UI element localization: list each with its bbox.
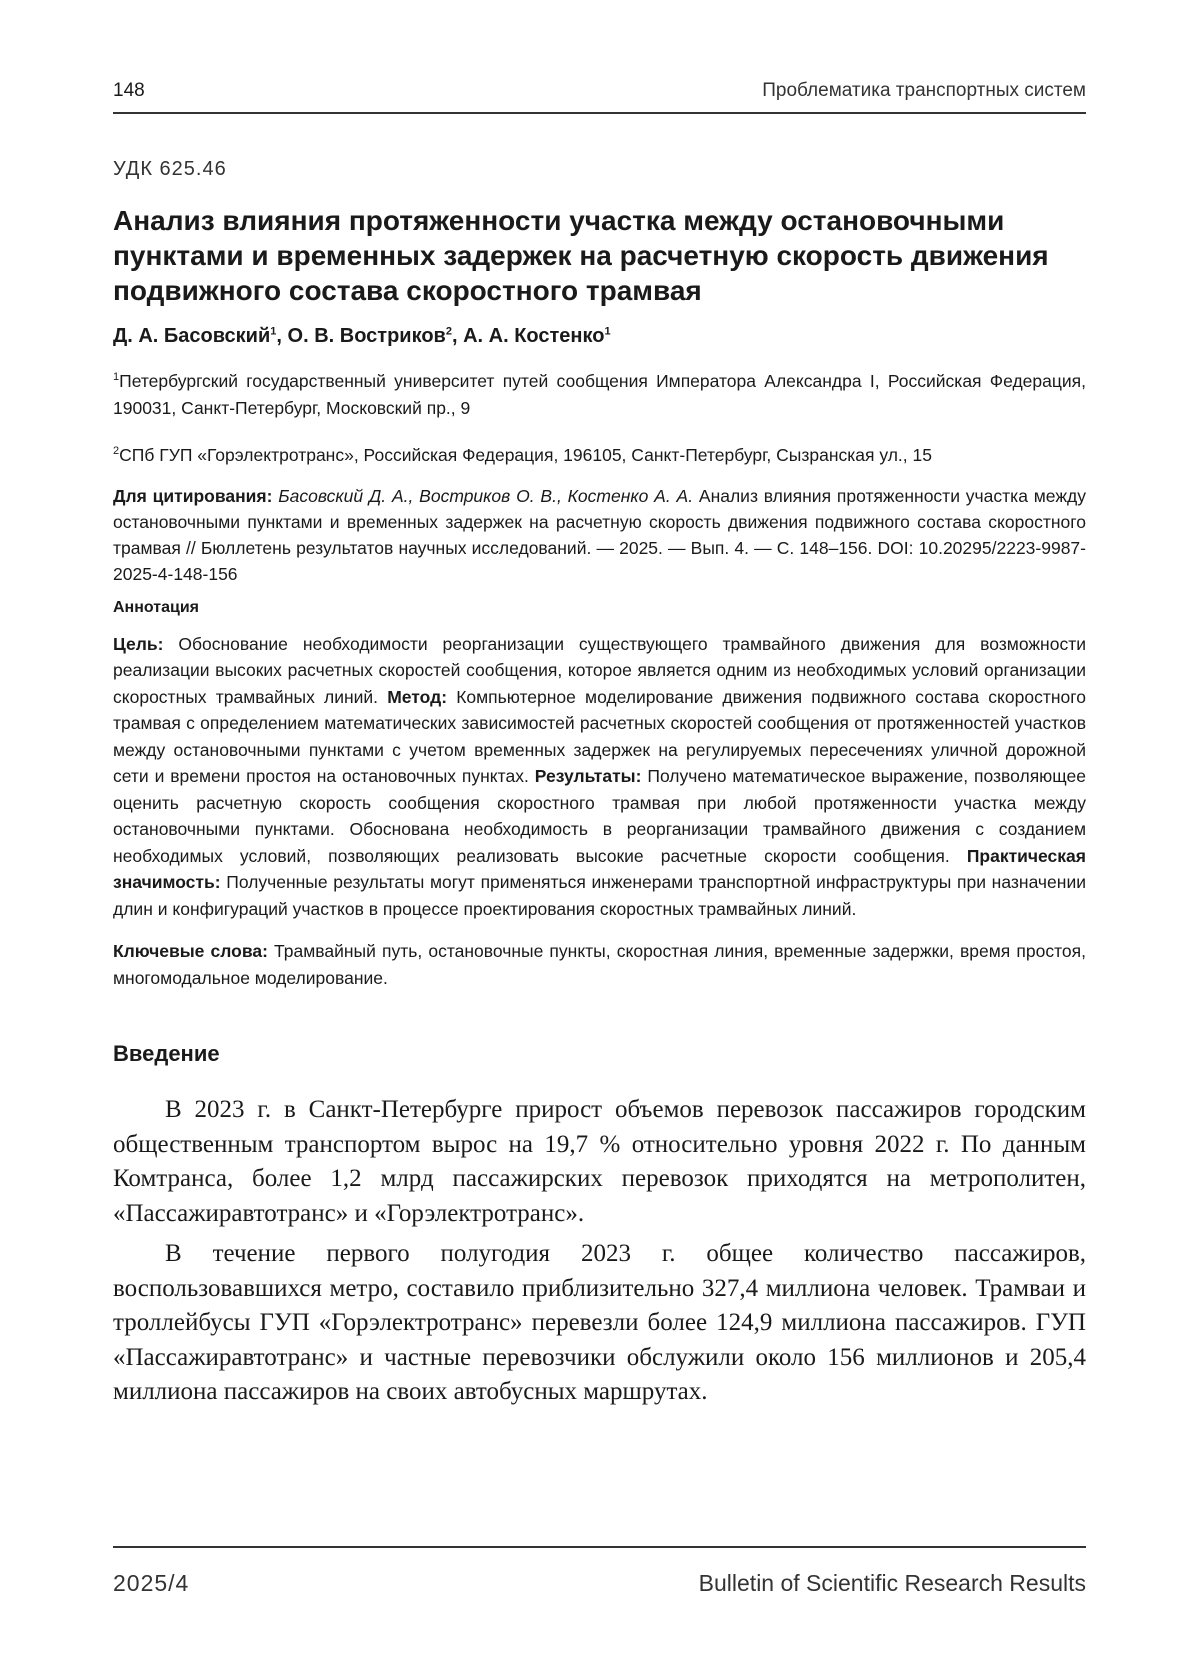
abstract-text: Обоснование необходимости реорганизации существующего трамвайного движения для возможности реализации высоких расчетных скоростей сообщения, которое является одним из необходимых условий организации скоростных трамвайных линий. xyxy=(113,633,1086,707)
affiliation-mark: 1 xyxy=(113,371,120,383)
citation-text: Анализ влияния протяженности участка между остановочными пунктами и временных задержек на расчетную скорость движения подвижного состава скоростного трамвая // Бюллетень результатов научных исследований. — 2025. — Вып. 4. — С. 148–156. DOI: 10.20295/2223-9987-2025-4-148-156 xyxy=(113,485,1086,584)
keywords-label: Ключевые слова: xyxy=(113,941,268,962)
running-title: Проблематика транспортных систем xyxy=(762,80,1086,101)
author-separator: , xyxy=(451,325,464,347)
annotation-heading: Аннотация xyxy=(113,598,199,616)
journal-name: Bulletin of Scientific Research Results xyxy=(698,1570,1086,1596)
abstract-text: Полученные результаты могут применяться инженерами транспортной инфраструктуры при назначении длин и конфигураций участков в процессе проектирования скоростных трамвайных линий. xyxy=(113,872,1086,919)
author-name: Д. А. Басовский xyxy=(113,325,271,347)
affiliation-text: Петербургский государственный университет путей сообщения Императора Александра I, Российская Федерация, 190031, Санкт-Петербург, Московский пр., 9 xyxy=(113,370,1086,418)
author-separator: , xyxy=(276,325,288,347)
abstract-label: Результаты: xyxy=(534,766,642,787)
citation-authors: Басовский Д. А., Востриков О. В., Костенко А. А. xyxy=(278,485,694,506)
author-name: А. А. Костенко xyxy=(463,325,605,347)
udc-code: УДК 625.46 xyxy=(113,158,227,180)
author-name: О. В. Востриков xyxy=(287,325,446,347)
article-title: Анализ влияния протяженности участка между остановочными пунктами и временных задержек на расчетную скорость движения подвижного состава скоростного трамвая xyxy=(113,205,1049,306)
issue-number: 2025/4 xyxy=(113,1570,190,1596)
author-affiliation-mark: 1 xyxy=(270,325,277,338)
author-affiliation-mark: 2 xyxy=(445,325,452,338)
body-paragraph: В 2023 г. в Санкт-Петербурге прирост объемов перевозок пассажиров городским общественным транспортом вырос на 19,7 % относительно уровня 2022 г. По данным Комтранса, более 1,2 млрд пассажирских перевозок приходятся на метрополитен, «Пассажиравтотранс» и «Горэлектротранс». xyxy=(113,1096,1086,1227)
citation-label: Для цитирования: xyxy=(113,485,273,506)
page-header xyxy=(113,76,1086,114)
abstract xyxy=(113,631,1086,923)
body-paragraph: В течение первого полугодия 2023 г. общее количество пассажиров, воспользовавшихся метро, составило приблизительно 327,4 миллиона человек. Трамваи и троллейбусы ГУП «Горэлектротранс» перевезли более 124,9 миллиона пассажиров. ГУП «Пассажиравтотранс» и частные перевозчики обслужили около 156 миллионов и 205,4 миллиона пассажиров на своих автобусных маршрутах. xyxy=(113,1240,1086,1406)
affiliation-mark: 2 xyxy=(113,444,120,457)
citation xyxy=(113,483,1086,587)
article-content xyxy=(113,150,1086,1416)
page-footer xyxy=(113,1546,1086,1598)
affiliation xyxy=(113,364,1086,422)
author-affiliation-mark: 1 xyxy=(604,325,611,338)
keywords xyxy=(113,938,1086,991)
abstract-text: Компьютерное моделирование движения подвижного состава скоростного трамвая с определением математических зависимостей расчетных скоростей сообщения от протяженностей участков между остановочными пунктами с учетом временных задержек на регулируемых пересечениях уличной дорожной сети и времени простоя на остановочных пунктах. xyxy=(113,686,1086,787)
abstract-label: Метод: xyxy=(387,686,448,707)
keywords-text: Трамвайный путь, остановочные пункты, скоростная линия, временные задержки, время простоя, многомодальное моделирование. xyxy=(113,941,1086,988)
body-text xyxy=(113,1093,1086,1410)
abstract-label: Цель: xyxy=(113,633,164,654)
author-list xyxy=(113,325,1086,348)
page-number: 148 xyxy=(113,80,145,101)
abstract-label: Практическая значимость: xyxy=(113,845,1086,893)
section-title: Введение xyxy=(113,1041,220,1067)
affiliation-text: СПб ГУП «Горэлектротранс», Российская Федерация, 196105, Санкт-Петербург, Сызранская ул., 15 xyxy=(119,444,932,465)
abstract-text: Получено математическое выражение, позволяющее оценить расчетную скорость сообщения скоростного трамвая при любой протяженности участка между остановочными пунктами. Обоснована необходимость в реорганизации трамвайного движения с созданием необходимых условий, позволяющих реализовать высокие расчетные скорости сообщения. xyxy=(113,766,1086,866)
affiliation xyxy=(113,438,1086,469)
